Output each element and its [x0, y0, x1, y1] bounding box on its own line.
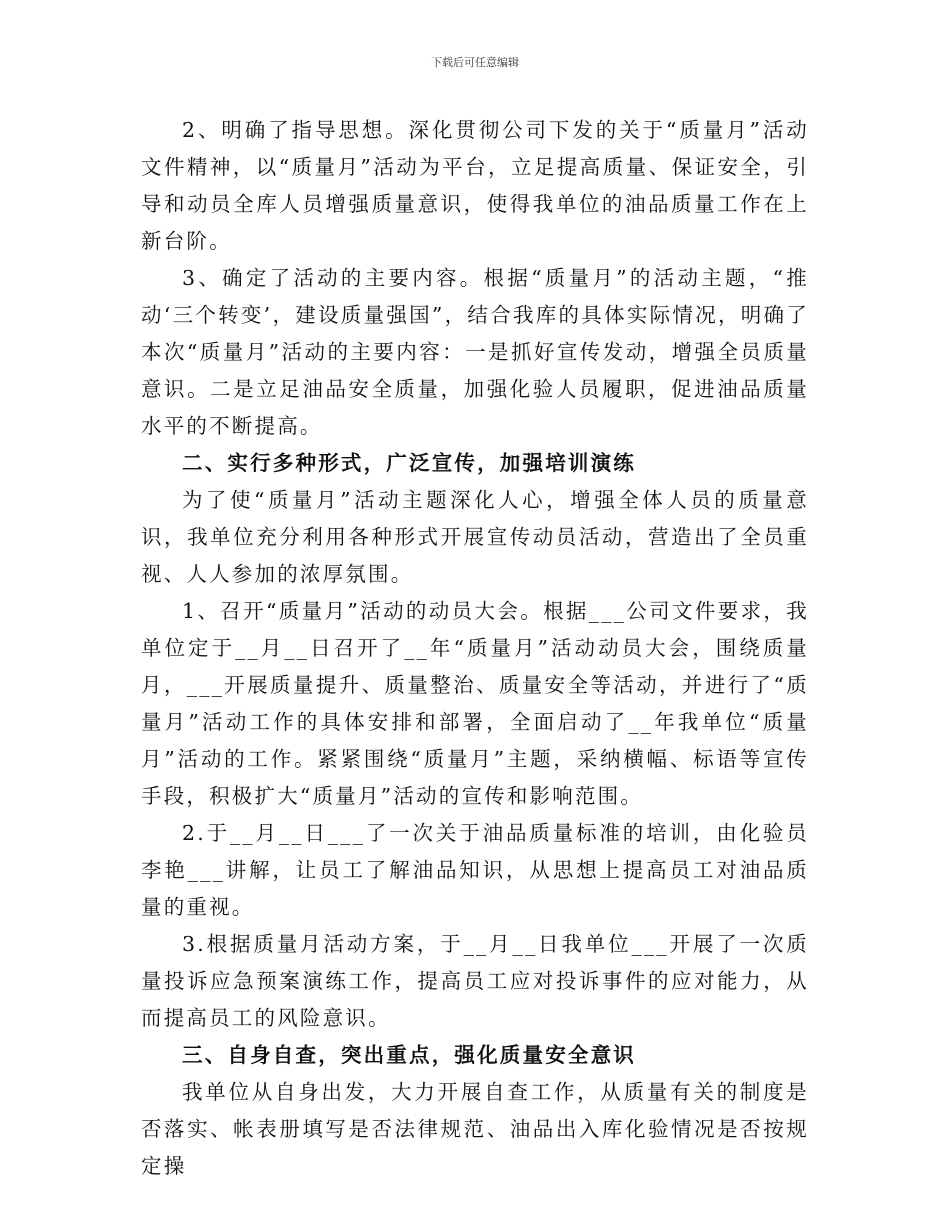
- document-body: [141, 112, 809, 1185]
- paragraph-training: 2.于__月__日___了一次关于油品质量标准的培训，由化验员李艳___讲解，让员工了解油品知识，从思想上提高员工对油品质量的重视。: [141, 821, 809, 919]
- paragraph-drill: 3.根据质量月活动方案，于__月__日我单位___开展了一次质量投诉应急预案演练工作，提高员工应对投诉事件的应对能力，从而提高员工的风险意识。: [141, 932, 809, 1030]
- page-header-note: 下载后可任意编辑: [431, 56, 519, 69]
- section-heading-2: 二、实行多种形式，广泛宣传，加强培训演练: [182, 451, 636, 475]
- paragraph-main-content: 3、确定了活动的主要内容。根据“质量月”的活动主题，“推动‘三个转变’，建设质量强国”，结合我库的具体实际情况，明确了本次“质量月”活动的主要内容：一是抓好宣传发动，增强全员质量意识。二是立足油品安全质量，加强化验人员履职，促进油品质量水平的不断提高。: [141, 266, 809, 438]
- paragraph-self-inspection: 我单位从自身出发，大力开展自查工作，从质量有关的制度是否落实、帐表册填写是否法律规范、油品出入库化验情况是否按规定操: [141, 1080, 809, 1178]
- section-heading-3: 三、自身自查，突出重点，强化质量安全意识: [182, 1043, 636, 1067]
- paragraph-guiding-thought: 2、明确了指导思想。深化贯彻公司下发的关于“质量月”活动文件精神，以“质量月”活动为平台，立足提高质量、保证安全，引导和动员全库人员增强质量意识，使得我单位的油品质量工作在上新台阶。: [141, 118, 809, 253]
- paragraph-mobilization-meeting: 1、召开“质量月”活动的动员大会。根据___公司文件要求，我单位定于__月__日召开了__年“质量月”活动动员大会，围绕质量月，___开展质量提升、质量整治、质量安全等活动，并进行了“质量月”活动工作的具体安排和部署，全面启动了__年我单位“质量月”活动的工作。紧紧围绕“质量月”主题，采纳横幅、标语等宣传手段，积极扩大“质量月”活动的宣传和影响范围。: [141, 599, 809, 808]
- paragraph-publicity-intro: 为了使“质量月”活动主题深化人心，增强全体人员的质量意识，我单位充分利用各种形式开展宣传动员活动，营造出了全员重视、人人参加的浓厚氛围。: [141, 488, 809, 586]
